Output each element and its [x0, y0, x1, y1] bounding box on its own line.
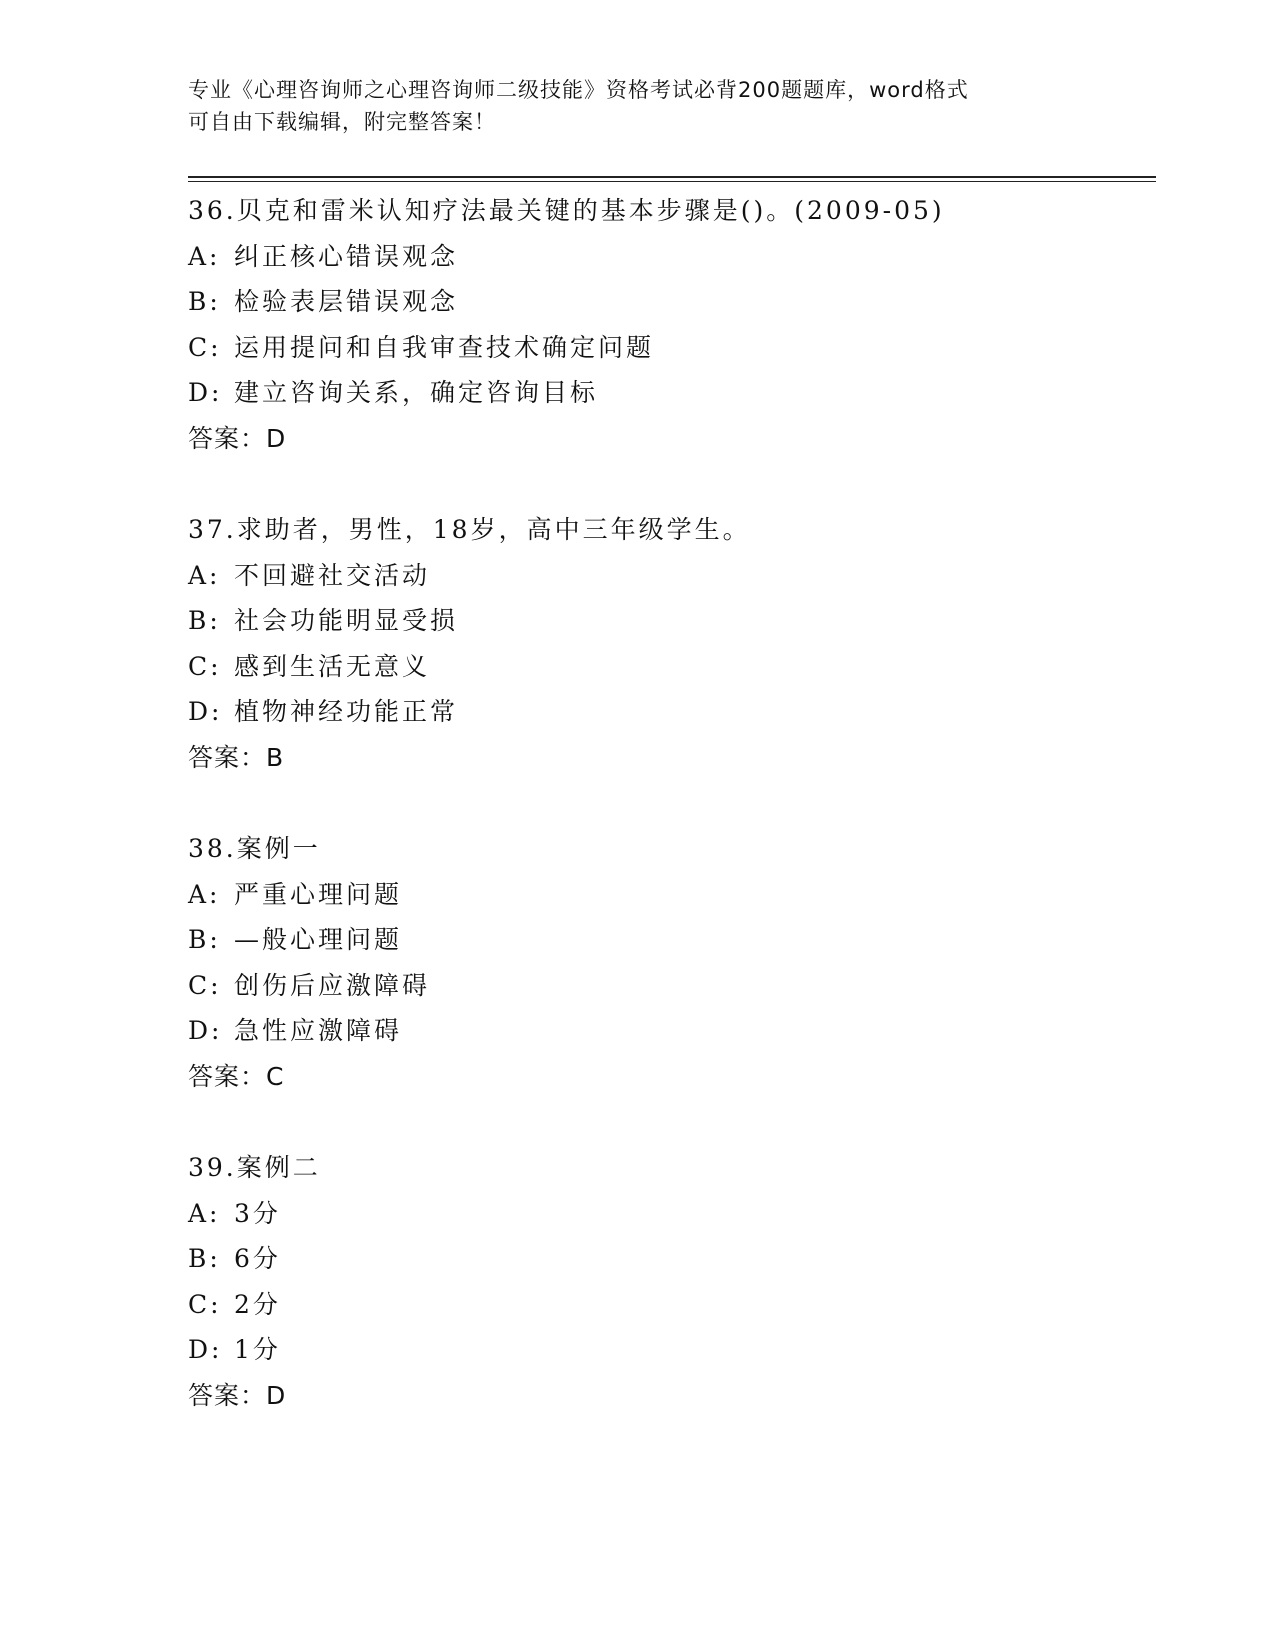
question-39	[188, 1145, 1148, 1418]
option-c	[188, 644, 1148, 690]
header-divider-thin	[188, 181, 1156, 182]
answer-line: 答案：D	[188, 423, 287, 453]
option-text: 感到生活无意义	[234, 651, 431, 681]
option-c	[188, 963, 1148, 1009]
option-text: 1分	[234, 1335, 281, 1364]
option-text: 严重心理问题	[234, 879, 403, 909]
option-b	[188, 1236, 1148, 1282]
option-text: 不回避社交活动	[234, 560, 431, 590]
option-d	[188, 1327, 1148, 1373]
option-text: 社会功能明显受损	[234, 606, 459, 635]
option-key: B:	[188, 925, 221, 954]
question-38	[188, 826, 1148, 1099]
option-key: B:	[188, 606, 221, 635]
option-key: C:	[188, 332, 222, 362]
option-key: D:	[188, 697, 223, 726]
question-36	[188, 188, 1148, 461]
option-b	[188, 917, 1148, 963]
option-text: 6分	[234, 1244, 281, 1273]
option-key: D:	[188, 1335, 223, 1364]
option-key: D:	[188, 1016, 223, 1045]
option-key: A:	[188, 879, 221, 909]
answer-line: 答案：B	[188, 742, 285, 772]
option-text: 建立咨询关系，确定咨询目标	[234, 378, 599, 407]
header-divider-thick	[188, 176, 1156, 178]
option-text: 纠正核心错误观念	[234, 241, 459, 271]
answer-line: 答案：C	[188, 1061, 285, 1091]
option-text: 3分	[234, 1198, 281, 1228]
option-key: B:	[188, 287, 221, 316]
option-c	[188, 1282, 1148, 1328]
option-b	[188, 598, 1148, 644]
option-key: A:	[188, 560, 221, 590]
option-key: A:	[188, 241, 221, 271]
option-d	[188, 1008, 1148, 1054]
question-stem: 38.案例一	[188, 834, 321, 863]
header-line-2: 可自由下载编辑，附完整答案！	[188, 110, 496, 134]
option-text: —般心理问题	[234, 925, 403, 954]
question-stem: 37.求助者，男性，18岁，高中三年级学生。	[188, 515, 751, 544]
option-a	[188, 234, 1148, 280]
document-header	[188, 74, 1088, 138]
question-list	[188, 188, 1148, 1464]
header-line-1: 专业《心理咨询师之心理咨询师二级技能》资格考试必背200题题库，word格式	[188, 78, 969, 102]
question-stem: 39.案例二	[188, 1153, 321, 1182]
answer-line: 答案：D	[188, 1380, 287, 1410]
option-text: 植物神经功能正常	[234, 697, 459, 726]
option-key: C:	[188, 970, 222, 1000]
option-d	[188, 370, 1148, 416]
option-key: C:	[188, 651, 222, 681]
option-text: 急性应激障碍	[234, 1016, 403, 1045]
question-stem: 36.贝克和雷米认知疗法最关键的基本步骤是()。(2009-05)	[188, 196, 945, 225]
question-37	[188, 507, 1148, 780]
option-key: B:	[188, 1244, 221, 1273]
option-text: 创伤后应激障碍	[234, 970, 431, 1000]
option-b	[188, 279, 1148, 325]
option-text: 2分	[234, 1289, 281, 1319]
option-d	[188, 689, 1148, 735]
option-c	[188, 325, 1148, 371]
option-text: 检验表层错误观念	[234, 287, 459, 316]
option-a	[188, 1191, 1148, 1237]
option-key: D:	[188, 378, 223, 407]
option-key: C:	[188, 1289, 222, 1319]
option-a	[188, 553, 1148, 599]
option-a	[188, 872, 1148, 918]
option-text: 运用提问和自我审查技术确定问题	[234, 332, 655, 362]
option-key: A:	[188, 1198, 221, 1228]
